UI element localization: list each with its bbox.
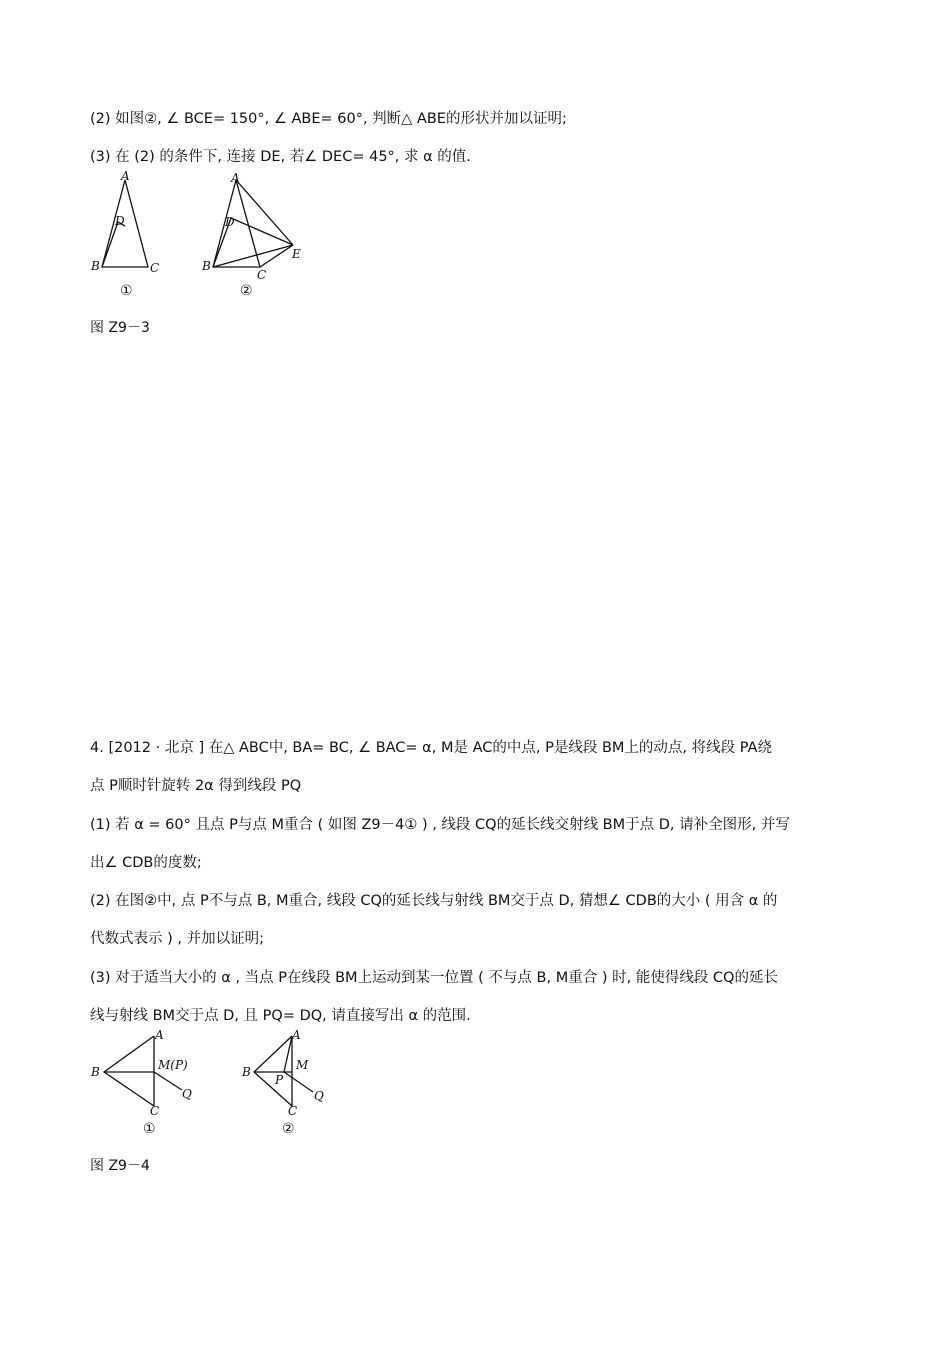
label-m: M: [296, 1058, 309, 1072]
label-q: Q: [314, 1089, 324, 1103]
segment-be: [213, 245, 293, 267]
figure-caption-z9-4: 图 Z9－4: [90, 1158, 150, 1174]
label-q: Q: [182, 1087, 192, 1101]
triangle-abc: [104, 1036, 154, 1106]
p4-part2-line2: 代数式表示 ) , 并加以证明;: [90, 931, 264, 947]
p3-part2-text: (2) 如图②, ∠ BCE= 150°, ∠ ABE= 60°, 判断△ ABE的形状并加以证明;: [90, 111, 567, 127]
p3-fig2-label: ②: [240, 283, 253, 299]
p4-intro-line1: [90, 738, 868, 758]
label-b: B: [91, 1065, 100, 1079]
triangle-abc: [102, 180, 148, 267]
label-b: B: [242, 1065, 251, 1079]
p4-fig1-label: ①: [143, 1121, 156, 1137]
segment-ce: [260, 245, 293, 267]
segment-de: [231, 218, 293, 245]
label-a: A: [231, 171, 240, 185]
label-e: E: [292, 247, 301, 261]
segment-bd: [102, 222, 118, 267]
triangle-abc: [254, 1036, 292, 1106]
p4-part3-line1: (3) 对于适当大小的 α , 当点 P在线段 BM上运动到某一位置 ( 不与点 B, M重合 ) 时, 能使得线段 CQ的延长: [90, 970, 778, 986]
figure-z9-3-1: [88, 170, 168, 280]
label-d: D: [225, 215, 235, 229]
label-c: C: [150, 261, 160, 275]
p4-part1-line1: (1) 若 α = 60° 且点 P与点 M重合 ( 如图 Z9－4① ) , 线段 CQ的延长线交射线 BM于点 D, 请补全图形, 并写: [90, 817, 790, 833]
label-c: C: [150, 1104, 160, 1118]
p3-part3-text: (3) 在 (2) 的条件下, 连接 DE, 若∠ DEC= 45°, 求 α 的值.: [90, 149, 471, 165]
label-a: A: [121, 170, 130, 183]
p4-part1-line2: 出∠ CDB的度数;: [90, 855, 202, 871]
label-m-p: M(P): [158, 1058, 188, 1072]
figure-caption-z9-3: 图 Z9－3: [90, 320, 150, 336]
label-a: A: [155, 1028, 164, 1042]
triangle-abc: [213, 180, 260, 267]
segment-pq: [154, 1072, 182, 1090]
figure-z9-4-2: [238, 1028, 338, 1118]
label-d: D: [115, 214, 125, 228]
label-b: B: [202, 259, 211, 273]
segment-ap: [284, 1036, 292, 1072]
p4-part3-line2: 线与射线 BM交于点 D, 且 PQ= DQ, 请直接写出 α 的范围.: [90, 1008, 471, 1024]
figure-z9-4-1: [88, 1028, 203, 1118]
p4-part2-line1: (2) 在图②中, 点 P不与点 B, M重合, 线段 CQ的延长线与射线 BM交于点 D, 猜想∠ CDB的大小 ( 用含 α 的: [90, 893, 778, 909]
segment-pq: [284, 1072, 313, 1092]
p3-fig1-label: ①: [120, 283, 133, 299]
p4-intro-line2: 点 P顺时针旋转 2α 得到线段 PQ: [90, 778, 302, 794]
figure-z9-3-2: [198, 170, 308, 285]
p4-fig2-label: ②: [282, 1121, 295, 1137]
p4-intro-line1-text: 4. [2012 · 北京 ] 在△ ABC中, BA= BC, ∠ BAC= α, M是 AC的中点, P是线段 BM上的动点, 将线段 PA绕: [90, 740, 772, 756]
label-a: A: [292, 1028, 301, 1042]
label-c: C: [288, 1104, 298, 1118]
label-p: P: [275, 1073, 284, 1087]
label-c: C: [257, 268, 267, 282]
label-b: B: [91, 259, 100, 273]
